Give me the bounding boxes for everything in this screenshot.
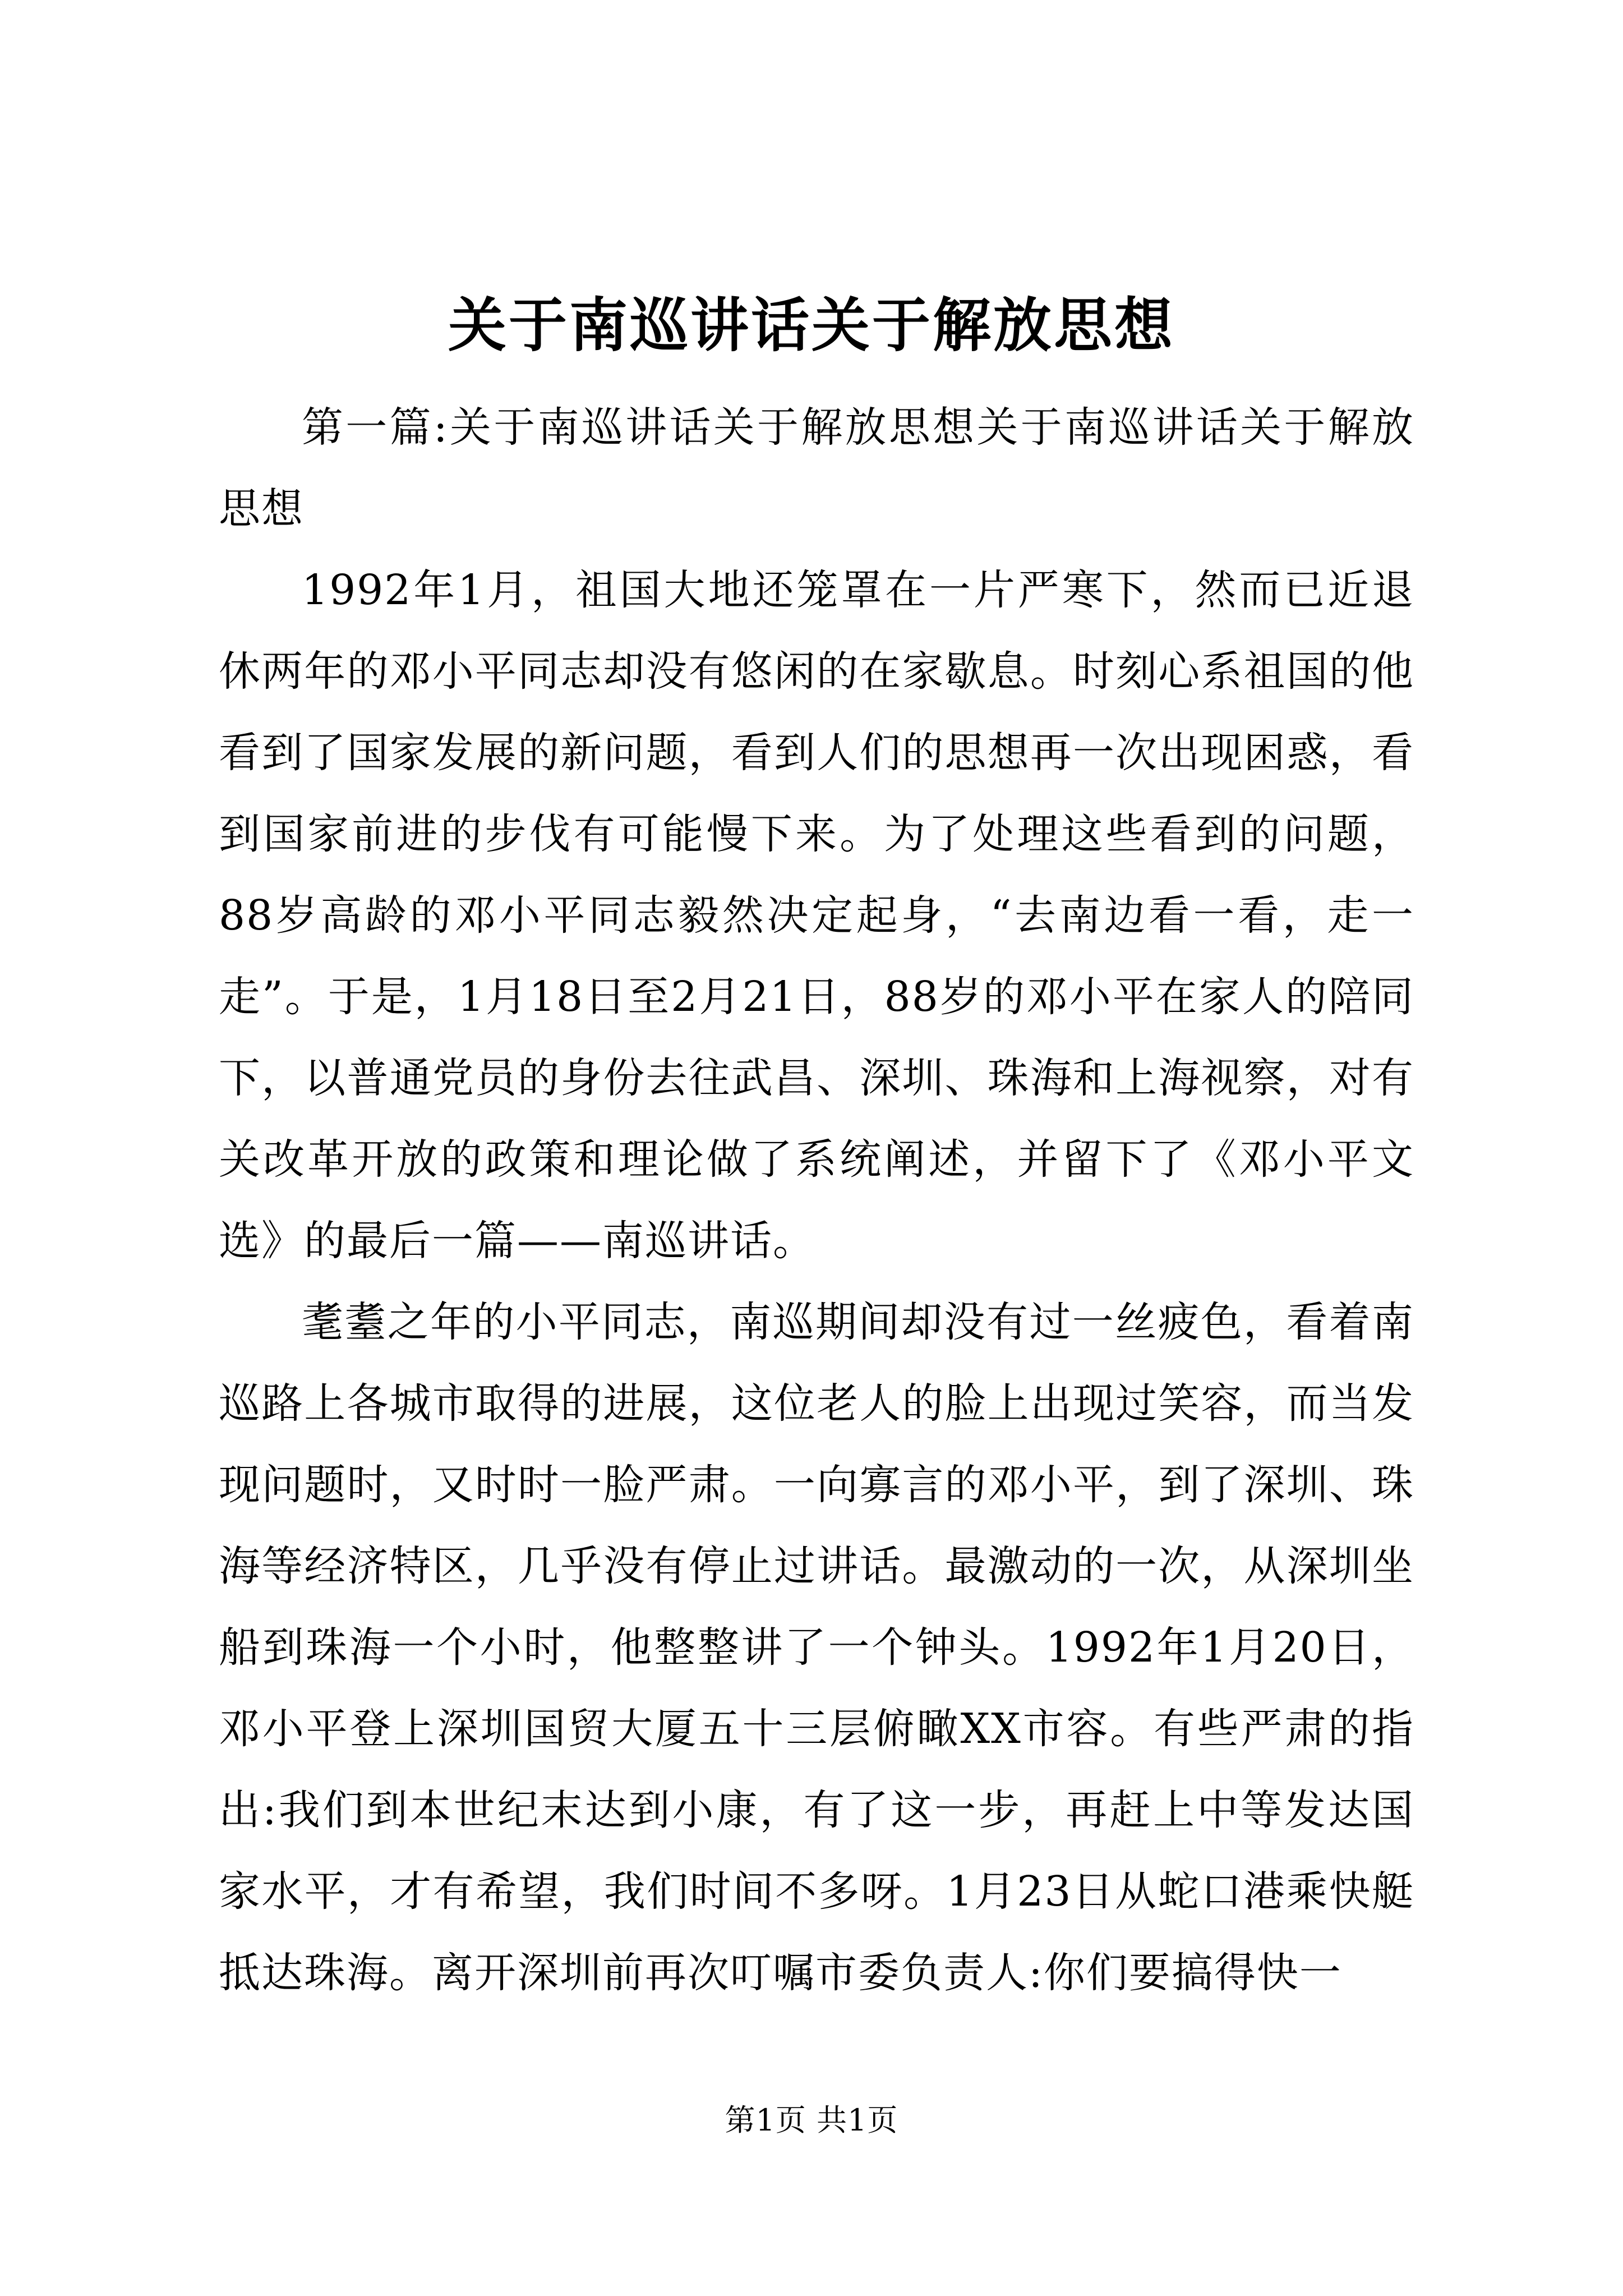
page-number-footer: 第1页 共1页 bbox=[725, 2102, 898, 2138]
paragraph-2: 1992年1月，祖国大地还笼罩在一片严寒下，然而已近退休两年的邓小平同志却没有悠闲的在家歇息。时刻心系祖国的他看到了国家发展的新问题，看到人们的思想再一次出现困惑，看到国家前进的步伐有可能慢下来。为了处理这些看到的问题，88岁高龄的邓小平同志毅然决定起身，“去南边看一看，走一走”。于是，1月18日至2月21日，88岁的邓小平在家人的陪同下，以普通党员的身份去往武昌、深圳、珠海和上海视察，对有关改革开放的政策和理论做了系统阐述，并留下了《邓小平文选》的最后一篇——南巡讲话。 bbox=[219, 566, 1414, 1265]
paragraph-3: 耄耋之年的小平同志，南巡期间却没有过一丝疲色，看着南巡路上各城市取得的进展，这位老人的脸上出现过笑容，而当发现问题时，又时时一脸严肃。一向寡言的邓小平，到了深圳、珠海等经济特区，几乎没有停止过讲话。最激动的一次，从深圳坐船到珠海一个小时，他整整讲了一个钟头。1992年1月20日，邓小平登上深圳国贸大厦五十三层俯瞰XX市容。有些严肃的指出:我们到本世纪末达到小康，有了这一步，再赶上中等发达国家水平，才有希望，我们时间不多呀。1月23日从蛇口港乘快艇抵达珠海。离开深圳前再次叮嘱市委负责人:你们要搞得快一 bbox=[219, 1298, 1414, 1997]
paragraph-1: 第一篇:关于南巡讲话关于解放思想关于南巡讲话关于解放思想 bbox=[219, 403, 1414, 533]
page-title: 关于南巡讲话关于解放思想 bbox=[448, 291, 1175, 360]
document-body bbox=[219, 387, 1414, 2014]
